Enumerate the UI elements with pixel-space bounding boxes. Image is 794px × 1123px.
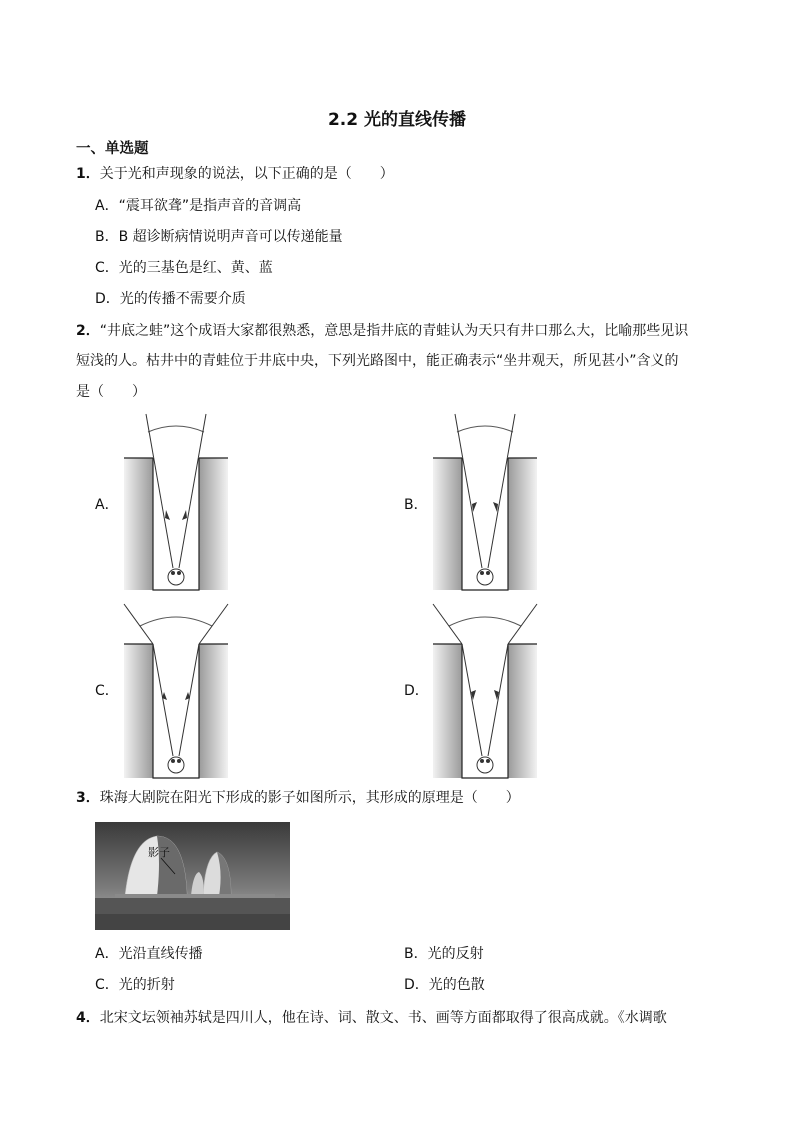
section-heading: 一、单选题 [76,141,149,157]
question-number: 3． [76,790,100,806]
shadow-annotation: 影子 [148,846,170,859]
question-number: 4． [76,1010,100,1026]
q2-option-c-label[interactable]: C． [95,683,119,699]
q3-option-b[interactable]: B．光的反射 [404,946,484,962]
question-number: 2． [76,323,100,339]
page-title: 2.2 光的直线传播 [327,110,467,130]
well-diagram-b[interactable] [427,410,543,594]
well-diagram-d[interactable] [427,598,543,782]
question-3-stem [76,788,520,808]
q3-option-a[interactable]: A．光沿直线传播 [95,946,203,962]
q1-option-c[interactable]: C．光的三基色是红、黄、蓝 [95,260,273,276]
question-text: 北宋文坛领袖苏轼是四川人，他在诗、词、散文、书、画等方面都取得了很高成就。《水调歌 [99,1010,667,1026]
q1-option-d[interactable]: D．光的传播不需要介质 [95,291,246,307]
question-text: 关于光和声现象的说法，以下正确的是（ ） [99,166,394,182]
q2-option-b-label[interactable]: B． [404,497,428,513]
question-text: “井底之蛙”这个成语大家都很熟悉，意思是指井底的青蛙认为天只有井口那么大，比喻那些见识 [99,323,689,339]
question-2-line-3: 是（ ） [76,384,146,400]
q2-option-d-label[interactable]: D． [404,683,429,699]
well-diagram-a[interactable] [118,410,234,594]
theater-photo [95,822,290,930]
question-2-line-1 [76,321,688,341]
question-1-stem [76,164,394,184]
question-2-line-2: 短浅的人。枯井中的青蛙位于井底中央，下列光路图中，能正确表示“坐井观天，所见甚小”含义的 [76,353,679,369]
q3-option-d[interactable]: D．光的色散 [404,977,485,993]
question-text: 珠海大剧院在阳光下形成的影子如图所示，其形成的原理是（ ） [99,790,520,806]
q1-option-b[interactable]: B．B 超诊断病情说明声音可以传递能量 [95,229,343,245]
q2-option-a-label[interactable]: A． [95,497,119,513]
question-number: 1． [76,166,100,182]
q3-option-c[interactable]: C．光的折射 [95,977,175,993]
well-diagram-c[interactable] [118,598,234,782]
q1-option-a[interactable]: A．“震耳欲聋”是指声音的音调高 [95,198,302,214]
question-4-stem [76,1008,667,1028]
